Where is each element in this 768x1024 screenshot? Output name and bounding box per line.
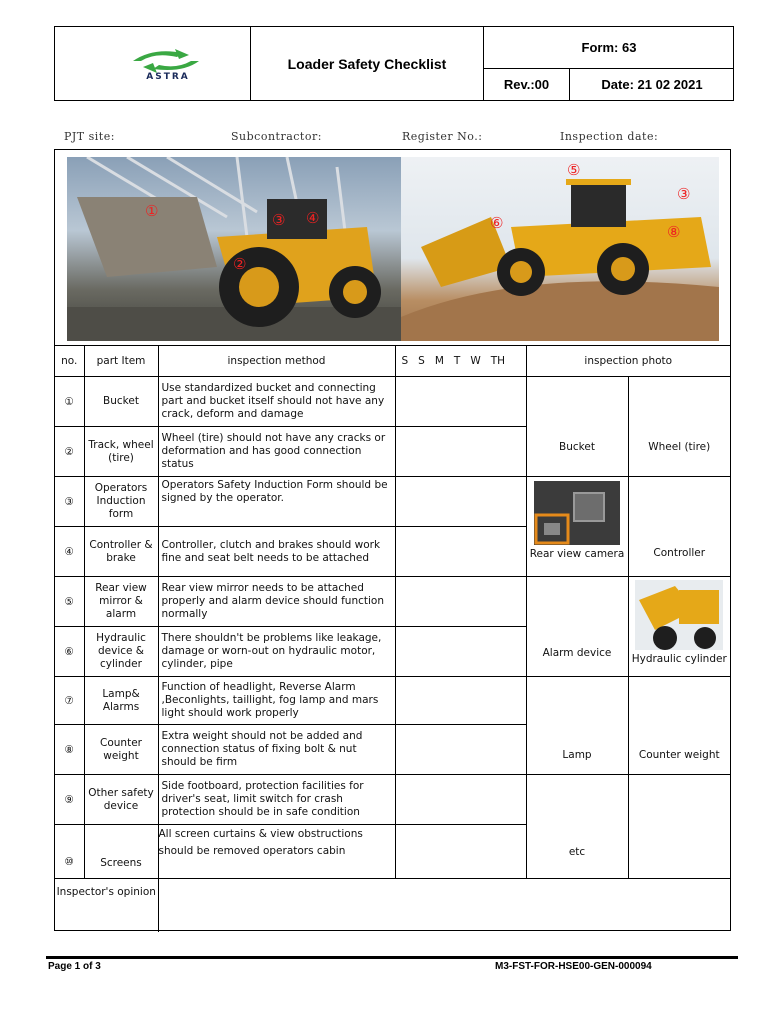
check-cell[interactable] — [395, 477, 526, 527]
table-row — [55, 677, 730, 725]
rear-camera-thumbnail — [534, 481, 620, 545]
check-cell[interactable] — [395, 427, 526, 477]
photo-rear-camera — [526, 477, 628, 577]
form-number: Form: 63 — [484, 27, 734, 69]
header-no: no. — [55, 346, 84, 377]
photo-wheel — [628, 377, 730, 477]
opinion-row — [55, 879, 730, 932]
header-days: S S M T W TH — [395, 346, 526, 377]
photo-hydraulic — [628, 577, 730, 677]
page-number: Page 1 of 3 — [48, 961, 101, 972]
row-number: ⑤ — [55, 577, 84, 627]
row-part: Track, wheel (tire) — [84, 427, 158, 477]
photo-alarm — [526, 577, 628, 677]
table-row — [55, 775, 730, 825]
document-code: M3-FST-FOR-HSE00-GEN-000094 — [495, 961, 652, 972]
footer-rule — [46, 956, 738, 959]
field-inspection-date: Inspection date: — [560, 130, 659, 143]
photo-label-alarm: Alarm device — [542, 647, 612, 659]
row-method: All screen curtains & view obstructions should be removed operators cabin — [158, 825, 395, 879]
row-number: ⑧ — [55, 725, 84, 775]
marker-5: ⑤ — [567, 161, 581, 179]
row-method: Side footboard, protection facilities for driver's seat, limit switch for crash protection should be in safe condition — [158, 775, 395, 825]
photo-controller — [628, 477, 730, 577]
row-method: Use standardized bucket and connecting part and bucket itself should not have any crack, deform and damage — [158, 377, 395, 427]
row-part: Other safety device — [84, 775, 158, 825]
row-number: ⑥ — [55, 627, 84, 677]
check-cell[interactable] — [395, 825, 526, 879]
inspector-opinion-field[interactable] — [158, 879, 730, 932]
photo-label-etc: etc — [568, 846, 586, 858]
check-cell[interactable] — [395, 577, 526, 627]
check-cell[interactable] — [395, 677, 526, 725]
table-row — [55, 377, 730, 427]
row-part: Lamp& Alarms — [84, 677, 158, 725]
photo-lamp — [526, 677, 628, 775]
row-method: Operators Safety Induction Form should be signed by the operator. — [158, 477, 395, 527]
form-header — [54, 26, 734, 101]
row-method: Function of headlight, Reverse Alarm ,Beconlights, taillight, fog lamp and mars light should work properly — [158, 677, 395, 725]
row-part: Bucket — [84, 377, 158, 427]
header-part: part Item — [84, 346, 158, 377]
marker-1: ① — [145, 202, 159, 220]
row-method: Rear view mirror needs to be attached properly and alarm device should function normally — [158, 577, 395, 627]
loader-photo-right — [401, 157, 719, 341]
row-number: ⑨ — [55, 775, 84, 825]
field-subcontractor: Subcontractor: — [231, 130, 322, 143]
marker-6: ⑥ — [490, 214, 504, 232]
row-method: Wheel (tire) should not have any cracks or deformation and has good connection status — [158, 427, 395, 477]
table-row — [55, 577, 730, 627]
row-part: Hydraulic device & cylinder — [84, 627, 158, 677]
row-number: ① — [55, 377, 84, 427]
svg-text:ASTRA: ASTRA — [146, 72, 190, 81]
row-part: Controller & brake — [84, 527, 158, 577]
photo-label-wheel: Wheel (tire) — [648, 441, 711, 453]
revision: Rev.:00 — [484, 69, 570, 100]
photo-label-lamp: Lamp — [562, 749, 592, 761]
table-row — [55, 477, 730, 527]
row-number: ④ — [55, 527, 84, 577]
checklist-table — [55, 345, 730, 932]
marker-3b: ③ — [677, 185, 691, 203]
row-part: Operators Induction form — [84, 477, 158, 527]
photo-label-counter: Counter weight — [638, 749, 720, 761]
check-cell[interactable] — [395, 725, 526, 775]
photo-etc — [526, 775, 628, 879]
loader-photo-left — [67, 157, 401, 341]
inspector-opinion-label: Inspector's opinion — [55, 879, 158, 932]
marker-4: ④ — [306, 209, 320, 227]
row-part: Screens — [84, 825, 158, 879]
marker-3: ③ — [272, 211, 286, 229]
document-title: Loader Safety Checklist — [251, 27, 484, 100]
table-header-row — [55, 346, 730, 377]
photo-label-controller: Controller — [653, 547, 706, 559]
check-cell[interactable] — [395, 527, 526, 577]
check-cell[interactable] — [395, 627, 526, 677]
photo-label-hydraulic: Hydraulic cylinder — [631, 653, 727, 665]
row-method: Extra weight should not be added and connection status of fixing bolt & nut should be firm — [158, 725, 395, 775]
row-number: ⑦ — [55, 677, 84, 725]
photo-bucket — [526, 377, 628, 477]
astra-logo — [113, 47, 223, 81]
check-cell[interactable] — [395, 775, 526, 825]
field-register-no: Register No.: — [402, 130, 483, 143]
header-photo: inspection photo — [526, 346, 730, 377]
row-number: ③ — [55, 477, 84, 527]
check-cell[interactable] — [395, 377, 526, 427]
checklist-frame — [54, 149, 731, 931]
photo-counter-weight — [628, 677, 730, 775]
marker-8: ⑧ — [667, 223, 681, 241]
field-pjt-site: PJT site: — [64, 130, 115, 143]
row-part: Rear view mirror & alarm — [84, 577, 158, 627]
photo-empty — [628, 775, 730, 879]
document-date: Date: 21 02 2021 — [601, 77, 703, 92]
hydraulic-cylinder-thumbnail — [635, 580, 723, 650]
photo-label-rear-camera: Rear view camera — [529, 548, 625, 560]
row-number: ② — [55, 427, 84, 477]
logo-cell — [55, 27, 251, 100]
row-method: Controller, clutch and brakes should work fine and seat belt needs to be attached — [158, 527, 395, 577]
row-number: ⑩ — [55, 825, 84, 879]
header-method: inspection method — [158, 346, 395, 377]
row-method: There shouldn't be problems like leakage, damage or worn-out on hydraulic motor, cylinder, pipe — [158, 627, 395, 677]
marker-2: ② — [233, 255, 247, 273]
row-part: Counter weight — [84, 725, 158, 775]
photo-label-bucket: Bucket — [559, 441, 595, 453]
